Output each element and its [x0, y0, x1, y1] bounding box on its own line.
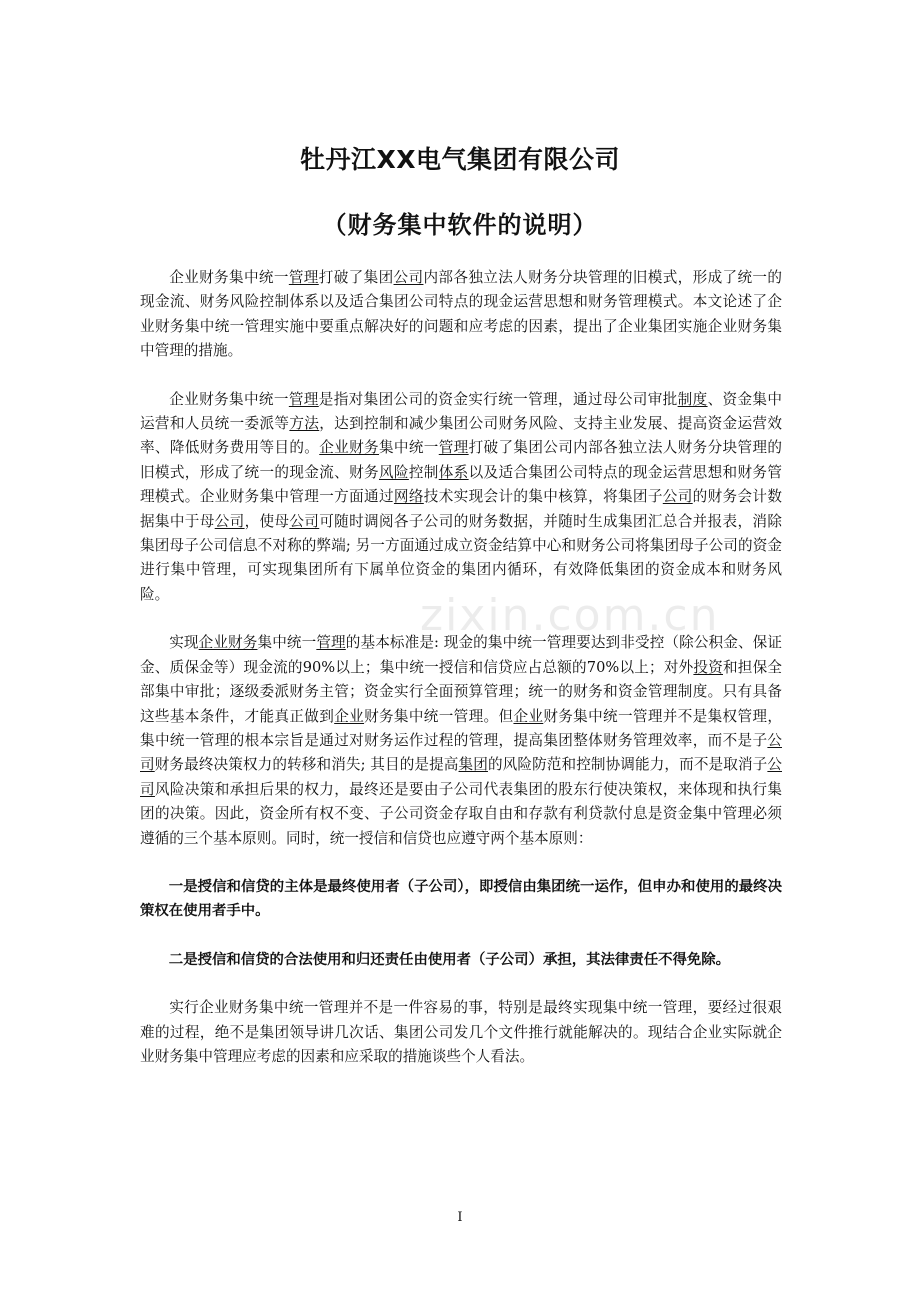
- paragraph: [140, 875, 782, 924]
- text-segment: 打破了集团: [318, 269, 394, 286]
- underlined-term: 管理: [438, 439, 469, 457]
- text-segment: 实行企业财务集中统一管理并不是一件容易的事，特别是最终实现集中统一管理，要经过很艰难的过程，绝不是集团领导讲几次话、集团公司发几个文件推行就能解决的。现结合企业实际就企业财务集中管理应考虑的因素和应采取的措施谈些个人看法。: [140, 999, 782, 1065]
- text-segment: 打破了集团公司内部各独立法人财务分块管理的旧模式，形成了统一的现金流、财务: [140, 439, 782, 481]
- document-body: [140, 266, 782, 1093]
- underlined-term: 公司: [140, 731, 782, 774]
- underlined-term: 公司: [140, 756, 782, 798]
- paragraph: [140, 996, 782, 1069]
- text-segment: 财务集中统一管理。但: [364, 707, 514, 725]
- underlined-term: 方法: [289, 415, 320, 433]
- underlined-term: 管理: [288, 390, 319, 408]
- underlined-term: 企业: [513, 707, 544, 725]
- underlined-term: 体系: [438, 463, 469, 481]
- underlined-term: 企业财务: [198, 634, 258, 652]
- underlined-term: 集团: [458, 756, 488, 774]
- underlined-term: 企业财务: [319, 439, 379, 457]
- underlined-term: 公司: [662, 488, 693, 506]
- text-segment: 技术实现会计的集中核算，将集团子: [423, 488, 663, 506]
- text-segment: 的风险防范和控制协调能力，而不是取消子: [487, 756, 768, 774]
- text-segment: 企业财务集中统一: [169, 269, 289, 286]
- underlined-term: 公司: [289, 512, 320, 530]
- text-segment: 二是授信和信贷的合法使用和归还责任由使用者（子公司）承担，其法律责任不得免除。: [168, 951, 731, 968]
- paragraph: [140, 948, 782, 972]
- text-segment: 控制: [408, 463, 439, 481]
- document-title: 牡丹江XX电气集团有限公司: [299, 145, 621, 174]
- text-segment: ，达到控制和减少集团公司财务风险、支持主业发展、提高资金运营效率、降低财务费用等目的。: [140, 415, 782, 457]
- paragraph: [140, 631, 782, 851]
- text-segment: 可随时调阅各子公司的财务数据，并随时生成集团汇总合并报表，消除集团母子公司信息不对称的弊端; 另一方面通过成立资金结算中心和财务公司将集团母子公司的资金进行集中管理，可实现集团所有下属单位资金的集团内循环，有效降低集团的资金成本和财务风险。: [140, 512, 782, 603]
- paragraph: [140, 388, 782, 608]
- paragraph: [140, 266, 782, 364]
- underlined-term: 企业: [334, 707, 365, 725]
- text-segment: 实现: [169, 634, 199, 652]
- text-segment: ，使母: [244, 512, 290, 530]
- underlined-term: 投资: [693, 658, 723, 676]
- text-segment: 是指对集团公司的资金实行统一管理，通过母公司审批: [318, 390, 678, 408]
- text-segment: 集中统一: [257, 634, 317, 652]
- underlined-term: 制度: [677, 390, 708, 408]
- watermark: zixin.com.cn: [420, 590, 720, 641]
- underlined-term: 公司: [214, 512, 245, 530]
- text-segment: 一是授信和信贷的主体是最终使用者（子公司），即授信由集团统一运作，但申办和使用的最终决策权在使用者手中。: [140, 878, 782, 920]
- underlined-term: 公司: [393, 269, 424, 286]
- underlined-term: 风险: [378, 463, 409, 481]
- document-subtitle: （财务集中软件的说明）: [322, 211, 598, 239]
- text-segment: 集中统一: [379, 439, 439, 457]
- text-segment: 企业财务集中统一: [169, 390, 289, 408]
- text-segment: 以及适合集团公司特点的现金运营思想和财务管理模式。企业财务集中管理一方面通过: [140, 463, 782, 506]
- text-segment: 的财务会计数据集中于母: [140, 488, 782, 530]
- text-segment: 和担保全部集中审批；逐级委派财务主管；资金实行全面预算管理；统一的财务和资金管理制度。只有具备这些基本条件，才能真正做到: [140, 658, 782, 725]
- text-segment: 财务最终决策权力的转移和消失; 其目的是提高: [154, 756, 459, 774]
- text-segment: 财务集中统一管理并不是集权管理，集中统一管理的根本宗旨是通过对财务运作过程的管理，提高集团整体财务管理效率，而不是子: [140, 707, 782, 749]
- text-segment: 风险决策和承担后果的权力，最终还是要由子公司代表集团的股东行使决策权，来体现和执行集团的决策。因此，资金所有权不变、子公司资金存取自由和存款有利贷款付息是资金集中管理必须遵循的三个基本原则。同时，统一授信和信贷也应遵守两个基本原则：: [140, 780, 782, 847]
- text-segment: 、资金集中运营和人员统一委派等: [140, 390, 782, 433]
- underlined-term: 管理: [316, 634, 346, 652]
- underlined-term: 网络: [393, 488, 424, 506]
- text-segment: 内部各独立法人财务分块管理的旧模式，形成了统一的现金流、财务风险控制体系以及适合集团公司特点的现金运营思想和财务管理模式。本文论述了企业财务集中统一管理实施中要重点解决好的问题和应考虑的因素，提出了企业集团实施企业财务集中管理的措施。: [140, 269, 782, 360]
- page-number: I: [457, 1210, 463, 1225]
- underlined-term: 管理: [288, 269, 319, 286]
- text-segment: 的基本标准是: 现金的集中统一管理要达到非受控（除公积金、保证金、质保金等）现金流的90%以上；集中统一授信和信贷应占总额的70%以上；对外: [140, 634, 782, 676]
